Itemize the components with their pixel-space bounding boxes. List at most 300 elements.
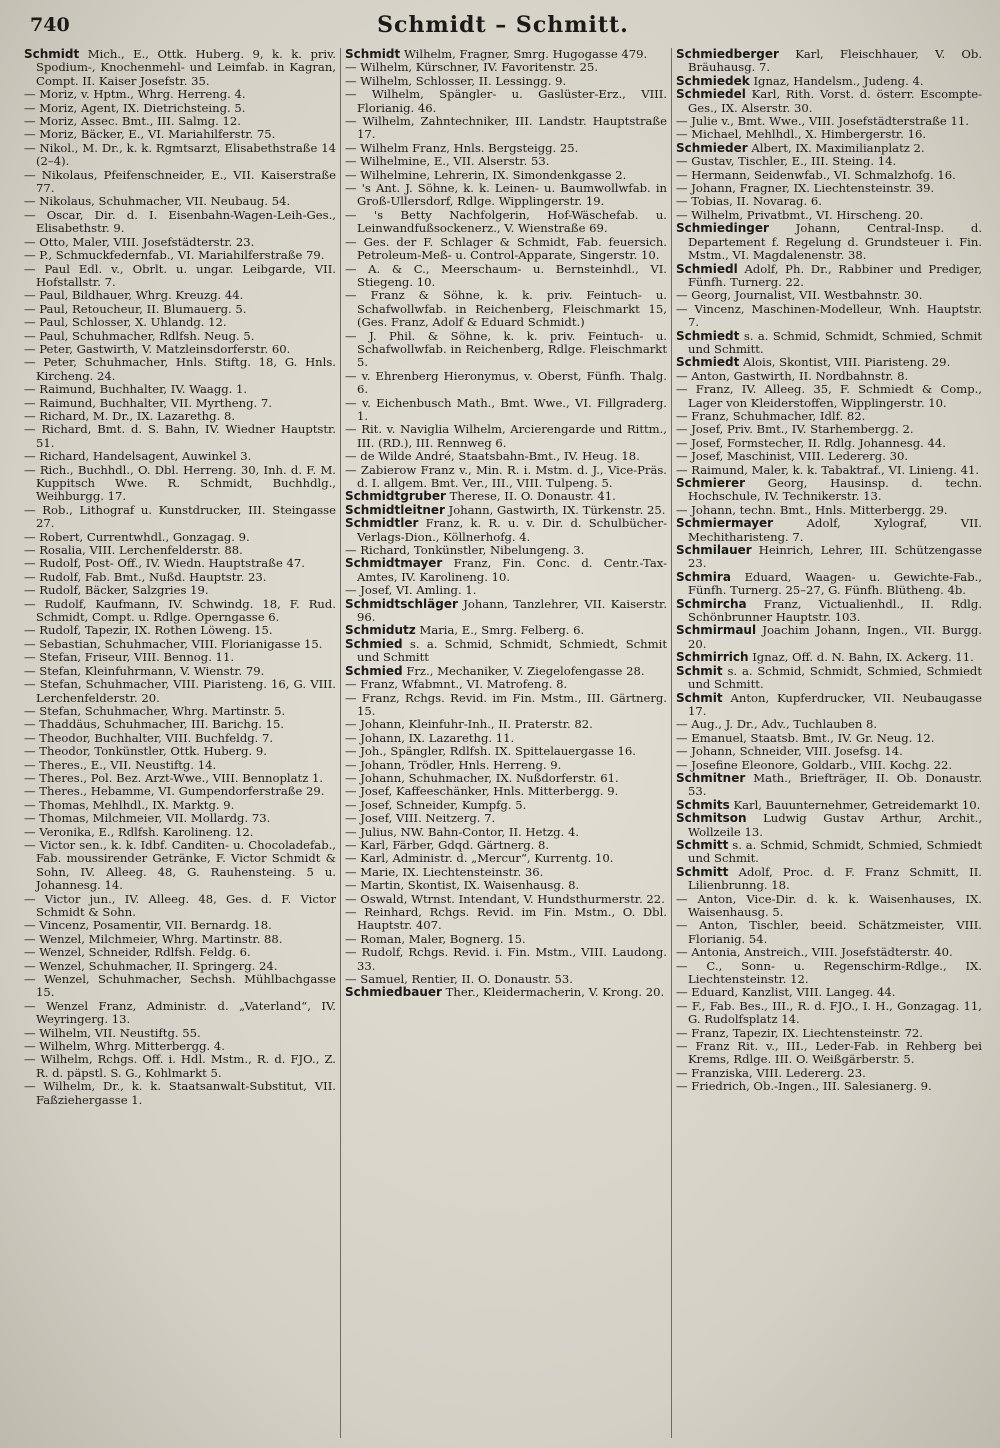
entry-details: Ludwig Gustav Arthur, Archit., Wollzeile 13.: [688, 811, 982, 839]
entry-details: — J. Phil. & Söhne, k. k. priv. Feintuch- u. Schafwollwfab. in Reichenberg, Rdlge. Fleischmarkt 5.: [345, 328, 667, 370]
entry-details: — Moriz, v. Hptm., Whrg. Herreng. 4.: [24, 87, 246, 102]
entry-details: — Reinhard, Rchgs. Revid. im Fin. Mstm., O. Dbl. Hauptstr. 407.: [345, 905, 667, 933]
directory-entry: [345, 504, 667, 517]
entry-details: Karl, Bauunternehmer, Getreidemarkt 10.: [733, 797, 981, 812]
directory-entry: [24, 128, 336, 141]
directory-entry: [345, 450, 667, 463]
entry-details: — Wenzel, Schneider, Rdlfsh. Feldg. 6.: [24, 945, 251, 960]
entry-details: Math., Briefträger, II. Ob. Donaustr. 53.: [688, 770, 982, 799]
directory-entry: [24, 48, 336, 88]
directory-entry: [24, 544, 336, 557]
directory-entry: [345, 464, 667, 491]
directory-entry: [676, 48, 982, 75]
directory-entry: [345, 598, 667, 625]
directory-entry: [345, 48, 667, 61]
directory-entry: [345, 718, 667, 731]
directory-entry: [24, 973, 336, 1000]
entry-details: — Antonia, Anstreich., VIII. Josefstädterstr. 40.: [676, 945, 953, 960]
directory-entry: [24, 410, 336, 423]
directory-entry: [676, 718, 982, 731]
entry-details: — Raimund, Buchhalter, IV. Waagg. 1.: [24, 382, 248, 397]
directory-entry: [24, 705, 336, 718]
entry-details: Ther., Kleidermacherin, V. Krong. 20.: [445, 985, 665, 1000]
entry-details: — Wilhelm, Kürschner, IV. Favoritenstr. 25.: [345, 60, 599, 75]
directory-entry: [24, 826, 336, 839]
directory-entry: [24, 584, 336, 597]
entry-surname: Schmilauer: [676, 543, 752, 558]
entry-details: — Otto, Maler, VIII. Josefstädterstr. 23.: [24, 234, 255, 249]
directory-entry: [24, 772, 336, 785]
directory-entry: [345, 75, 667, 88]
directory-entry: [676, 370, 982, 383]
entry-surname: Schmira: [676, 569, 731, 584]
directory-entry: [345, 879, 667, 892]
entry-details: — Wilhelmine, E., VII. Alserstr. 53.: [345, 154, 550, 169]
entry-details: — Oswald, Wtrnst. Intendant, V. Hundsthurmerstr. 22.: [345, 891, 665, 906]
directory-entry: [345, 624, 667, 637]
entry-details: — Theres., Hebamme, VI. Gumpendorferstraße 29.: [24, 784, 325, 799]
directory-entry: [676, 812, 982, 839]
directory-entry: [676, 410, 982, 423]
directory-entry: [24, 812, 336, 825]
entry-details: Therese, II. O. Donaustr. 41.: [449, 489, 616, 504]
entry-details: Mich., E., Ottk. Huberg. 9, k. k. priv. Spodium-, Knochenmehl- und Leimfab. in Kagran, Compt. II. Kaiser Josefstr. 35.: [36, 48, 336, 88]
entry-surname: Schmirmaul: [676, 623, 757, 638]
entry-details: — F., Fab. Bes., III., R. d. FJO., I. H., Gonzagag. 11, G. Rudolfsplatz 14.: [676, 998, 982, 1027]
entry-details: — Richard, M. Dr., IX. Lazarethg. 8.: [24, 408, 236, 423]
directory-entry: [676, 946, 982, 959]
directory-entry: [676, 263, 982, 290]
entry-details: Eduard, Waagen- u. Gewichte-Fab., Fünfh. Turnerg. 25–27, G. Fünfh. Blütheng. 4b.: [688, 569, 982, 598]
directory-entry: [345, 665, 667, 678]
entry-details: — Aug., J. Dr., Adv., Tuchlauben 8.: [676, 717, 878, 732]
directory-entry: [676, 289, 982, 302]
directory-entry: [676, 866, 982, 893]
entry-surname: Schmieder: [676, 140, 748, 155]
entry-details: — Theres., Pol. Bez. Arzt-Wwe., VIII. Bennoplatz 1.: [24, 770, 324, 785]
entry-details: — A. & C., Meerschaum- u. Bernsteinhdl., VI. Stiegeng. 10.: [345, 261, 667, 289]
entry-details: — Thomas, Milchmeier, VII. Mollardg. 73.: [24, 811, 271, 826]
entry-details: — Wenzel Franz, Administr. d. „Vaterland“, IV. Weyringerg. 13.: [24, 998, 336, 1027]
entry-details: — Moriz, Bäcker, E., VI. Mariahilferstr. 75.: [24, 127, 276, 142]
entry-details: s. a. Schmid, Schmidt, Schmiedt, Schmit und Schmitt: [357, 636, 667, 665]
directory-entry: [345, 906, 667, 933]
entry-details: — Wenzel, Schuhmacher, Sechsh. Mühlbachgasse 15.: [24, 972, 336, 1000]
directory-entry: [345, 692, 667, 719]
directory-entry: [345, 732, 667, 745]
entry-details: — Josef, Schneider, Kumpfg. 5.: [345, 797, 527, 812]
directory-entry: [24, 718, 336, 731]
directory-entry: [676, 745, 982, 758]
entry-details: — Rosalia, VIII. Lerchenfelderstr. 88.: [24, 543, 243, 558]
directory-entry: [24, 919, 336, 932]
directory-entry: [24, 169, 336, 196]
directory-entry: [24, 1053, 336, 1080]
entry-details: — Richard, Tonkünstler, Nibelungeng. 3.: [345, 543, 585, 558]
entry-details: — Stefan, Friseur, VIII. Bennog. 11.: [24, 650, 235, 665]
directory-entry: [24, 236, 336, 249]
entry-details: Franz, Victualienhdl., II. Rdlg. Schönbrunner Hauptstr. 103.: [688, 596, 982, 625]
entry-details: — Franz, Schuhmacher, Idlf. 82.: [676, 408, 866, 423]
entry-details: — Karl, Administr. d. „Mercur“, Kurrentg. 10.: [345, 851, 614, 866]
directory-entry: [676, 169, 982, 182]
directory-columns: [0, 48, 1000, 1443]
directory-entry: [345, 973, 667, 986]
entry-surname: Schmidutz: [345, 623, 416, 638]
entry-details: — Peter, Schuhmacher, Hnls. Stiftg. 18, G. Hnls. Kircheng. 24.: [24, 355, 336, 383]
entry-details: — v. Ehrenberg Hieronymus, v. Oberst, Fünfh. Thalg. 6.: [345, 368, 667, 397]
column-left: [24, 48, 336, 1443]
entry-details: Adolf, Ph. Dr., Rabbiner und Prediger, Fünfh. Turnerg. 22.: [688, 261, 982, 289]
directory-entry: [676, 155, 982, 168]
entry-details: — Nikolaus, Schuhmacher, VII. Neubaug. 54.: [24, 194, 291, 209]
entry-details: Heinrich, Lehrer, III. Schützengasse 23.: [688, 543, 982, 571]
entry-surname: Schmiedl: [676, 261, 738, 276]
directory-entry: [24, 1027, 336, 1040]
directory-entry: [676, 1000, 982, 1027]
directory-entry: [24, 678, 336, 705]
directory-entry: [676, 88, 982, 115]
directory-entry: [676, 624, 982, 651]
entry-details: — Hermann, Seidenwfab., VI. Schmalzhofg. 16.: [676, 167, 956, 182]
entry-details: — Marie, IX. Liechtensteinstr. 36.: [345, 864, 544, 879]
entry-details: Georg, Hausinsp. d. techn. Hochschule, IV. Technikerstr. 13.: [688, 476, 982, 504]
entry-details: — Josefine Eleonore, Goldarb., VIII. Kochg. 22.: [676, 757, 953, 772]
entry-details: — Samuel, Rentier, II. O. Donaustr. 53.: [345, 972, 573, 987]
entry-surname: Schmitner: [676, 770, 746, 785]
entry-details: — Wenzel, Milchmeier, Whrg. Martinstr. 88.: [24, 931, 283, 946]
directory-entry: [24, 1000, 336, 1027]
entry-details: — Raimund, Maler, k. k. Tabaktraf., VI. Linieng. 41.: [676, 462, 980, 477]
entry-details: — Stefan, Schuhmacher, VIII. Piaristeng. 16, G. VIII. Lerchenfelderstr. 20.: [24, 677, 336, 705]
directory-entry: [345, 826, 667, 839]
directory-entry: [24, 397, 336, 410]
entry-surname: Schmiedbauer: [345, 985, 442, 1000]
directory-entry: [676, 1080, 982, 1093]
entry-details: — P., Schmuckfedernfab., VI. Mariahilferstraße 79.: [24, 248, 325, 263]
directory-entry: [676, 303, 982, 330]
directory-entry: [676, 651, 982, 664]
directory-entry: [345, 61, 667, 74]
entry-details: — Anton, Gastwirth, II. Nordbahnstr. 8.: [676, 368, 909, 383]
directory-entry: [676, 893, 982, 920]
entry-details: — Wilhelm Franz, Hnls. Bergsteigg. 25.: [345, 140, 579, 155]
directory-entry: [345, 557, 667, 584]
entry-surname: Schmidtler: [345, 516, 419, 531]
directory-entry: [345, 182, 667, 209]
directory-entry: [676, 732, 982, 745]
entry-surname: Schmiedek: [676, 73, 750, 88]
directory-entry: [24, 343, 336, 356]
entry-details: s. a. Schmid, Schmidt, Schmied, Schmiedt und Schmit.: [688, 837, 982, 866]
entry-details: Ignaz, Handelsm., Judeng. 4.: [753, 73, 924, 88]
entry-surname: Schmidtleitner: [345, 502, 445, 517]
directory-entry: [676, 517, 982, 544]
directory-entry: [676, 383, 982, 410]
entry-details: — Eduard, Kanzlist, VIII. Langeg. 44.: [676, 985, 896, 1000]
entry-details: — Rit. v. Naviglia Wilhelm, Arcierengarde und Rittm., III. (RD.), III. Rennweg 6.: [345, 422, 667, 450]
directory-entry: [24, 464, 336, 504]
directory-entry: [676, 222, 982, 262]
directory-entry: [345, 852, 667, 865]
directory-entry: [24, 303, 336, 316]
directory-entry: [24, 1040, 336, 1053]
entry-surname: Schmitt: [676, 837, 729, 852]
entry-details: — Robert, Currentwhdl., Gonzagag. 9.: [24, 529, 250, 544]
directory-entry: [24, 1080, 336, 1107]
entry-details: — Anton, Vice-Dir. d. k. k. Waisenhauses, IX. Waisenhausg. 5.: [676, 891, 982, 919]
directory-entry: [24, 946, 336, 959]
directory-entry: [676, 115, 982, 128]
directory-entry: [24, 933, 336, 946]
entry-details: — Nikol., M. Dr., k. k. Rgmtsarzt, Elisabethstraße 14 (2–4).: [24, 140, 336, 169]
entry-surname: Schmied: [345, 636, 403, 651]
directory-entry: [24, 759, 336, 772]
directory-entry: [676, 1040, 982, 1067]
entry-surname: Schmidtschläger: [345, 596, 458, 611]
entry-surname: Schmied: [345, 663, 403, 678]
directory-entry: [24, 598, 336, 625]
entry-details: — Peter, Gastwirth, V. Matzleinsdorferstr. 60.: [24, 341, 291, 356]
entry-details: Wilhelm, Fragner, Smrg. Hugogasse 479.: [403, 48, 648, 61]
directory-entry: [24, 88, 336, 101]
directory-entry: [676, 1067, 982, 1080]
entry-details: — Wilhelmine, Lehrerin, IX. Simondenkgasse 2.: [345, 167, 627, 182]
entry-details: — Victor jun., IV. Alleeg. 48, Ges. d. F. Victor Schmidt & Sohn.: [24, 891, 336, 919]
entry-details: — Theres., E., VII. Neustiftg. 14.: [24, 757, 217, 772]
directory-entry: [676, 692, 982, 719]
entry-details: Frz., Mechaniker, V. Ziegelofengasse 28.: [406, 663, 645, 678]
entry-details: — Franz, Tapezir, IX. Liechtensteinstr. 72.: [676, 1025, 923, 1040]
directory-entry: [345, 236, 667, 263]
entry-details: — Rudolf, Fab. Bmt., Nußd. Hauptstr. 23.: [24, 569, 267, 584]
directory-entry: [676, 772, 982, 799]
entry-details: — Paul Edl. v., Obrlt. u. ungar. Leibgarde, VII. Hofstallstr. 7.: [24, 261, 336, 289]
entry-details: — Rob., Lithograf u. Kunstdrucker, III. Steingasse 27.: [24, 502, 336, 531]
entry-details: — Zabierow Franz v., Min. R. i. Mstm. d. J., Vice-Präs. d. I. allgem. Bmt. Ver., III., VIII. Tulpeng. 5.: [345, 462, 667, 490]
directory-entry: [676, 75, 982, 88]
entry-details: Ignaz, Off. d. N. Bahn, IX. Ackerg. 11.: [752, 650, 974, 665]
entry-details: — Joh., Spängler, Rdlfsh. IX. Spittelauergasse 16.: [345, 744, 636, 759]
directory-entry: [24, 893, 336, 920]
entry-details: — Paul, Bildhauer, Whrg. Kreuzg. 44.: [24, 288, 244, 303]
entry-surname: Schmierer: [676, 476, 746, 490]
entry-details: — Karl, Färber, Gdqd. Gärtnerg. 8.: [345, 837, 550, 852]
entry-details: — Rudolf, Kaufmann, IV. Schwindg. 18, F. Rud. Schmidt, Compt. u. Rdlge. Operngasse 6.: [24, 596, 336, 625]
entry-details: — Anton, Tischler, beeid. Schätzmeister, VIII. Florianig. 54.: [676, 918, 982, 946]
directory-entry: [24, 799, 336, 812]
entry-details: — Friedrich, Ob.-Ingen., III. Salesianerg. 9.: [676, 1079, 932, 1094]
entry-details: — Josef, VI. Amling. 1.: [345, 583, 477, 598]
entry-details: — Franz & Söhne, k. k. priv. Feintuch- u. Schafwollwfab. in Reichenberg, Fleischmarkt 15, (Ges. Franz, Adolf & Eduard Schmidt.): [345, 288, 667, 330]
entry-details: — Theodor, Tonkünstler, Ottk. Huberg. 9.: [24, 744, 267, 759]
entry-details: — Thaddäus, Schuhmacher, III. Barichg. 15.: [24, 717, 285, 732]
entry-details: — Wilhelm, Rchgs. Off. i. Hdl. Mstm., R. d. FJO., Z. R. d. päpstl. S. G., Kohlmarkt 5.: [24, 1052, 336, 1080]
directory-entry: [676, 919, 982, 946]
entry-surname: Schmiedt: [676, 355, 740, 370]
entry-details: — Julie v., Bmt. Wwe., VIII. Josefstädterstraße 11.: [676, 114, 969, 129]
entry-details: — Ges. der F. Schlager & Schmidt, Fab. feuersich. Petroleum-Meß- u. Control-Apparate, Singerstr. 10.: [345, 234, 667, 263]
directory-entry: [676, 356, 982, 369]
directory-entry: [676, 437, 982, 450]
directory-entry: [24, 531, 336, 544]
directory-entry: [24, 316, 336, 329]
entry-details: — Richard, Bmt. d. S. Bahn, IV. Wiedner Hauptstr. 51.: [24, 422, 336, 450]
entry-details: — Wilhelm, Whrg. Mitterbergg. 4.: [24, 1039, 225, 1054]
entry-details: Franz, Fin. Conc. d. Centr.-Tax-Amtes, IV. Karolineng. 10.: [357, 556, 667, 584]
directory-entry: [676, 665, 982, 692]
entry-details: — Theodor, Buchhalter, VIII. Buchfeldg. 7.: [24, 730, 274, 745]
directory-entry: [345, 115, 667, 142]
entry-surname: Schmiedel: [676, 87, 746, 102]
entry-details: — Wilhelm, Schlosser, II. Lessingg. 9.: [345, 73, 567, 88]
entry-details: — Wilhelm, VII. Neustiftg. 55.: [24, 1025, 201, 1040]
entry-details: Franz, k. R. u. v. Dir. d. Schulbücher-Verlags-Dion., Köllnerhofg. 4.: [357, 516, 667, 544]
directory-entry: [345, 785, 667, 798]
directory-entry: [24, 557, 336, 570]
directory-entry: [676, 330, 982, 357]
directory-entry: [24, 960, 336, 973]
entry-details: — Wilhelm, Zahntechniker, III. Landstr. Hauptstraße 17.: [345, 114, 667, 142]
entry-surname: Schmidt: [24, 48, 80, 61]
entry-details: Johann, Gastwirth, IX. Türkenstr. 25.: [448, 502, 666, 517]
entry-surname: Schmiedinger: [676, 221, 769, 236]
entry-details: — Moriz, Assec. Bmt., III. Salmg. 12.: [24, 114, 241, 129]
directory-entry: [24, 504, 336, 531]
directory-entry: [24, 209, 336, 236]
directory-entry: [345, 169, 667, 182]
entry-details: — 's Ant. J. Söhne, k. k. Leinen- u. Baumwollwfab. in Groß-Ullersdorf, Rdlge. Wipplingerstr. 19.: [345, 181, 667, 209]
entry-details: — Raimund, Buchhalter, VII. Myrtheng. 7.: [24, 395, 272, 410]
entry-details: — Roman, Maler, Bognerg. 15.: [345, 931, 526, 946]
directory-entry: [345, 799, 667, 812]
directory-entry: [24, 356, 336, 383]
entry-surname: Schmit: [676, 690, 723, 705]
entry-details: Karl, Rith. Vorst. d. österr. Escompte-Ges., IX. Alserstr. 30.: [688, 87, 982, 115]
entry-surname: Schmiedberger: [676, 48, 779, 61]
directory-entry: [345, 370, 667, 397]
directory-entry: [676, 209, 982, 222]
entry-details: — Michael, Mehlhdl., X. Himbergerstr. 16.: [676, 127, 927, 142]
entry-details: s. a. Schmid, Schmidt, Schmied, Schmiedt und Schmitt.: [688, 663, 982, 692]
entry-surname: Schmitt: [676, 864, 729, 879]
entry-details: — Franziska, VIII. Ledererg. 23.: [676, 1065, 866, 1080]
entry-details: — v. Eichenbusch Math., Bmt. Wwe., VI. Fillgraderg. 1.: [345, 395, 667, 423]
directory-entry: [345, 812, 667, 825]
entry-details: — Josef, Kaffeeschänker, Hnls. Mitterbergg. 9.: [345, 784, 619, 799]
directory-entry: [345, 209, 667, 236]
directory-entry: [676, 1027, 982, 1040]
entry-details: — Johann, Kleinfuhr-Inh., II. Praterstr. 82.: [345, 717, 593, 732]
entry-surname: Schmircha: [676, 596, 747, 611]
page-number: 740: [30, 14, 70, 36]
directory-entry: [345, 946, 667, 973]
entry-details: — Nikolaus, Pfeifenschneider, E., VII. Kaiserstraße 77.: [24, 167, 336, 196]
page-title: Schmidt – Schmitt.: [377, 12, 629, 38]
page-header: [26, 12, 980, 42]
entry-surname: Schmidtgruber: [345, 489, 446, 504]
entry-details: Maria, E., Smrg. Felberg. 6.: [419, 623, 585, 638]
entry-details: — de Wilde André, Staatsbahn-Bmt., IV. Heug. 18.: [345, 449, 640, 464]
directory-entry: [24, 785, 336, 798]
directory-entry: [24, 115, 336, 128]
entry-details: — Johann, Schuhmacher, IX. Nußdorferstr. 61.: [345, 770, 619, 785]
entry-details: — Thomas, Mehlhdl., IX. Marktg. 9.: [24, 797, 235, 812]
entry-details: — C., Sonn- u. Regenschirm-Rdlge., IX. Liechtensteinstr. 12.: [676, 958, 982, 987]
directory-entry: [345, 517, 667, 544]
entry-details: — Rudolf, Post- Off., IV. Wiedn. Hauptstraße 47.: [24, 556, 305, 571]
directory-entry: [24, 423, 336, 450]
directory-entry: [345, 893, 667, 906]
entry-details: — Stefan, Kleinfuhrmann, V. Wienstr. 79.: [24, 663, 265, 678]
entry-details: — Johann, techn. Bmt., Hnls. Mitterbergg. 29.: [676, 502, 948, 517]
entry-details: — Victor sen., k. k. Idbf. Canditen- u. Chocoladefab., Fab. moussirender Getränke, F. Victor Schmidt & Sohn, IV. Alleeg. 48, G. Rauhensteing. 5 u. Johannesg. 14.: [24, 837, 336, 893]
entry-details: — Georg, Journalist, VII. Westbahnstr. 30.: [676, 288, 923, 303]
entry-details: — Emanuel, Staatsb. Bmt., IV. Gr. Neug. 12.: [676, 730, 935, 745]
entry-details: Adolf, Proc. d. F. Franz Schmitt, II. Lilienbrunng. 18.: [688, 864, 982, 893]
entry-details: — Julius, NW. Bahn-Contor, II. Hetzg. 4.: [345, 824, 580, 839]
directory-entry: [345, 772, 667, 785]
entry-details: — Tobias, II. Novarag. 6.: [676, 194, 822, 209]
directory-entry: [676, 960, 982, 987]
directory-entry: [676, 477, 982, 504]
entry-details: — Josef, Maschinist, VIII. Ledererg. 30.: [676, 449, 909, 464]
directory-entry: [676, 464, 982, 477]
entry-details: — Johann, IX. Lazarethg. 11.: [345, 730, 515, 745]
directory-entry: [345, 638, 667, 665]
entry-details: — Wenzel, Schuhmacher, II. Springerg. 24.: [24, 958, 278, 973]
entry-details: — Johann, Fragner, IX. Liechtensteinstr. 39.: [676, 181, 935, 196]
directory-entry: [676, 142, 982, 155]
entry-details: — Paul, Schlosser, X. Uhlandg. 12.: [24, 315, 227, 330]
entry-details: — Paul, Schuhmacher, Rdlfsh. Neug. 5.: [24, 328, 255, 343]
directory-entry: [345, 933, 667, 946]
directory-entry: [676, 128, 982, 141]
entry-details: — Johann, Schneider, VIII. Josefsg. 14.: [676, 744, 903, 759]
directory-entry: [24, 450, 336, 463]
directory-entry: [24, 665, 336, 678]
entry-surname: Schmitson: [676, 811, 747, 826]
entry-details: — Stefan, Schuhmacher, Whrg. Martinstr. 5.: [24, 703, 286, 718]
entry-details: Albert, IX. Maximilianplatz 2.: [751, 140, 925, 155]
directory-entry: [345, 584, 667, 597]
directory-entry: [24, 249, 336, 262]
directory-entry: [345, 678, 667, 691]
directory-entry: [345, 397, 667, 424]
entry-surname: Schmits: [676, 797, 730, 812]
directory-entry: [24, 638, 336, 651]
directory-entry: [24, 732, 336, 745]
entry-details: — Wilhelm, Privatbmt., VI. Hirscheng. 20.: [676, 207, 924, 222]
entry-details: — Oscar, Dir. d. I. Eisenbahn-Wagen-Leih-Ges., Elisabethstr. 9.: [24, 207, 336, 236]
directory-entry: [345, 745, 667, 758]
directory-entry: [24, 195, 336, 208]
directory-entry: [676, 598, 982, 625]
directory-entry: [345, 142, 667, 155]
entry-details: — 's Betty Nachfolgerin, Hof-Wäschefab. u. Leinwandfußsockenerz., V. Wienstraße 69.: [345, 207, 667, 236]
directory-entry: [24, 142, 336, 169]
directory-entry: [24, 651, 336, 664]
entry-details: — Franz, IV. Alleeg. 35, F. Schmiedt & Comp., Lager von Kleiderstoffen, Wipplingerstr. 10.: [676, 382, 982, 410]
entry-surname: Schmidt: [345, 48, 401, 61]
entry-details: — Franz Rit. v., III., Leder-Fab. in Rehberg bei Krems, Rdlge. III. O. Weißgärberstr. 5.: [676, 1039, 982, 1067]
directory-entry: [676, 182, 982, 195]
entry-details: — Martin, Skontist, IX. Waisenhausg. 8.: [345, 878, 580, 893]
entry-details: Adolf, Xylograf, VII. Mechitharisteng. 7.: [688, 516, 982, 544]
entry-details: — Vincenz, Posamentir, VII. Bernardg. 18.: [24, 918, 272, 933]
directory-entry: [24, 263, 336, 290]
entry-details: Joachim Johann, Ingen., VII. Burgg. 20.: [688, 623, 982, 651]
